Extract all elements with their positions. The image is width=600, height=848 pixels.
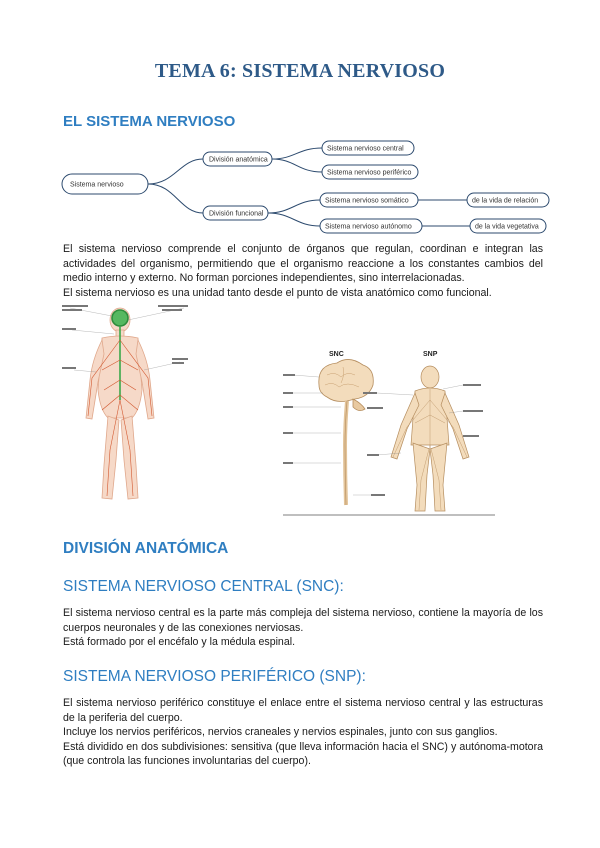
mindmap-autonomo-label: Sistema nervioso autónomo	[325, 223, 412, 231]
intro-text	[63, 242, 543, 300]
mindmap-somatico-desc-label: de la vida de relación	[472, 197, 539, 205]
snc-paragraph-1: El sistema nervioso central es la parte más compleja del sistema nervioso, contiene la mayoría de los cuerpos neuronales y de las conexiones nerviosas.	[63, 607, 543, 634]
snc-text	[63, 606, 543, 650]
snp-paragraph-1: El sistema nervioso periférico constituye el enlace entre el sistema nervioso central y las estructuras de la periferia del cuerpo.	[63, 697, 543, 724]
mindmap-snp-label: Sistema nervioso periférico	[327, 169, 412, 177]
snc-paragraph-2: Está formado por el encéfalo y la médula espinal.	[63, 636, 296, 649]
subheading-snp: SISTEMA NERVIOSO PERIFÉRICO (SNP):	[63, 668, 366, 685]
mindmap-somatico-label: Sistema nervioso somático	[325, 197, 409, 205]
intro-paragraph-2: El sistema nervioso es una unidad tanto desde el punto de vista anatómico como funcional.	[63, 286, 492, 299]
page-title: TEMA 6: SISTEMA NERVIOSO	[154, 60, 446, 82]
mindmap-diagram	[60, 134, 560, 238]
section-heading-division-anatomica: DIVISIÓN ANATÓMICA	[63, 540, 229, 557]
intro-paragraph-1: El sistema nervioso comprende el conjunto de órganos que regulan, coordinan e integran las actividades del organismo, permitiendo que el organismo reaccione a los constantes cambios del medio interno y externo. No forman porciones independientes, sino interrelacionadas.	[63, 243, 543, 285]
snp-paragraph-3: Está dividido en dos subdivisiones: sensitiva (que lleva información hacia el SNC) y autónoma-motora (que controla las funciones involuntarias del cuerpo).	[63, 740, 543, 768]
section-heading-sistema-nervioso: EL SISTEMA NERVIOSO	[63, 113, 236, 130]
snp-figure-label: SNP	[423, 351, 438, 358]
subheading-snc: SISTEMA NERVIOSO CENTRAL (SNC):	[63, 578, 344, 595]
snc-figure-label: SNC	[329, 351, 344, 358]
mindmap-snc-label: Sistema nervioso central	[327, 145, 404, 153]
mindmap-funcional-label: División funcional	[209, 210, 264, 218]
nervous-system-body-illustration	[62, 300, 192, 505]
mindmap-anatomica-label: División anatómica	[209, 156, 268, 164]
snp-paragraph-2: Incluye los nervios periféricos, nervios craneales y nervios espinales, junto con sus ganglios.	[63, 726, 498, 739]
snp-text	[63, 696, 543, 769]
mindmap-autonomo-desc-label: de la vida vegetativa	[475, 223, 539, 231]
mindmap-root-label: Sistema nervioso	[70, 181, 124, 189]
snc-snp-illustration	[283, 345, 498, 517]
